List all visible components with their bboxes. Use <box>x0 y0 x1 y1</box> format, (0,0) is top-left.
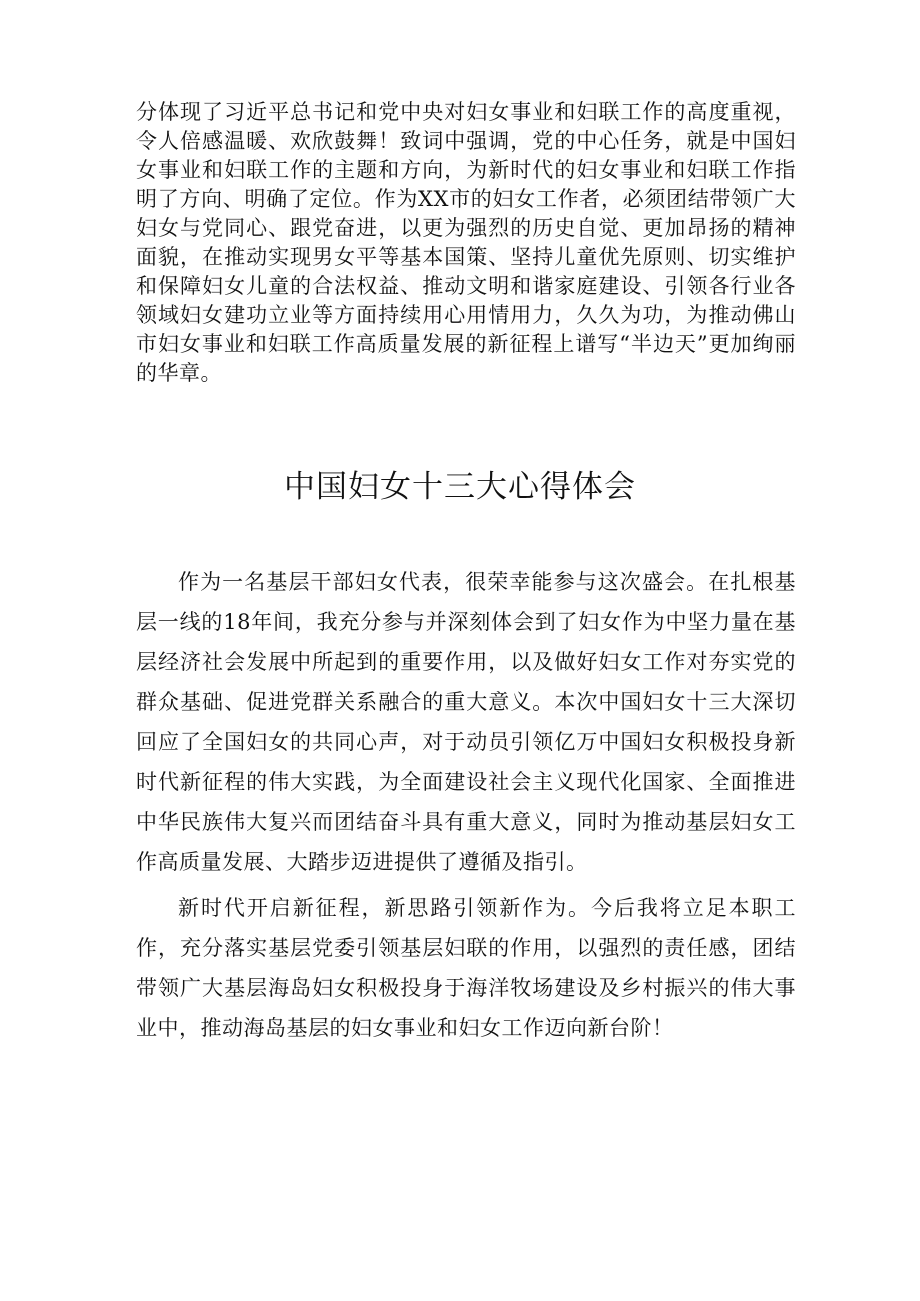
intro-paragraph: 分体现了习近平总书记和党中央对妇女事业和妇联工作的高度重视，令人倍感温暖、欢欣鼓舞！致词中强调，党的中心任务，就是中国妇女事业和妇联工作的主题和方向，为新时代的妇女事业和妇联工作指明了方向、明确了定位。作为XX市的妇女工作者，必须团结带领广大妇女与党同心、跟党奋进，以更为强烈的历史自觉、更加昂扬的精神面貌，在推动实现男女平等基本国策、坚持儿童优先原则、切实维护和保障妇女儿童的合法权益、推动文明和谐家庭建设、引领各行业各领域妇女建功立业等方面持续用心用情用力，久久为功，为推动佛山市妇女事业和妇联工作高质量发展的新征程上谱写“半边天”更加绚丽的华章。 <box>136 100 796 385</box>
paragraph-1: 作为一名基层干部妇女代表，很荣幸能参与这次盛会。在扎根基层一线的18年间，我充分参与并深刻体会到了妇女作为中坚力量在基层经济社会发展中所起到的重要作用，以及做好妇女工作对夯实党的群众基础、促进党群关系融合的重大意义。本次中国妇女十三大深切回应了全国妇女的共同心声，对于动员引领亿万中国妇女积极投身新时代新征程的伟大实践，为全面建设社会主义现代化国家、全面推进中华民族伟大复兴而团结奋斗具有重大意义，同时为推动基层妇女工作高质量发展、大踏步迈进提供了遵循及指引。 <box>136 570 796 874</box>
section-title: 中国妇女十三大心得体会 <box>284 469 636 505</box>
body-text <box>136 562 796 1054</box>
paragraph-2: 新时代开启新征程，新思路引领新作为。今后我将立足本职工作，充分落实基层党委引领基层妇联的作用，以强烈的责任感，团结带领广大基层海岛妇女积极投身于海洋牧场建设及乡村振兴的伟大事业中，推动海岛基层的妇女事业和妇女工作迈向新台阶！ <box>136 896 796 1040</box>
